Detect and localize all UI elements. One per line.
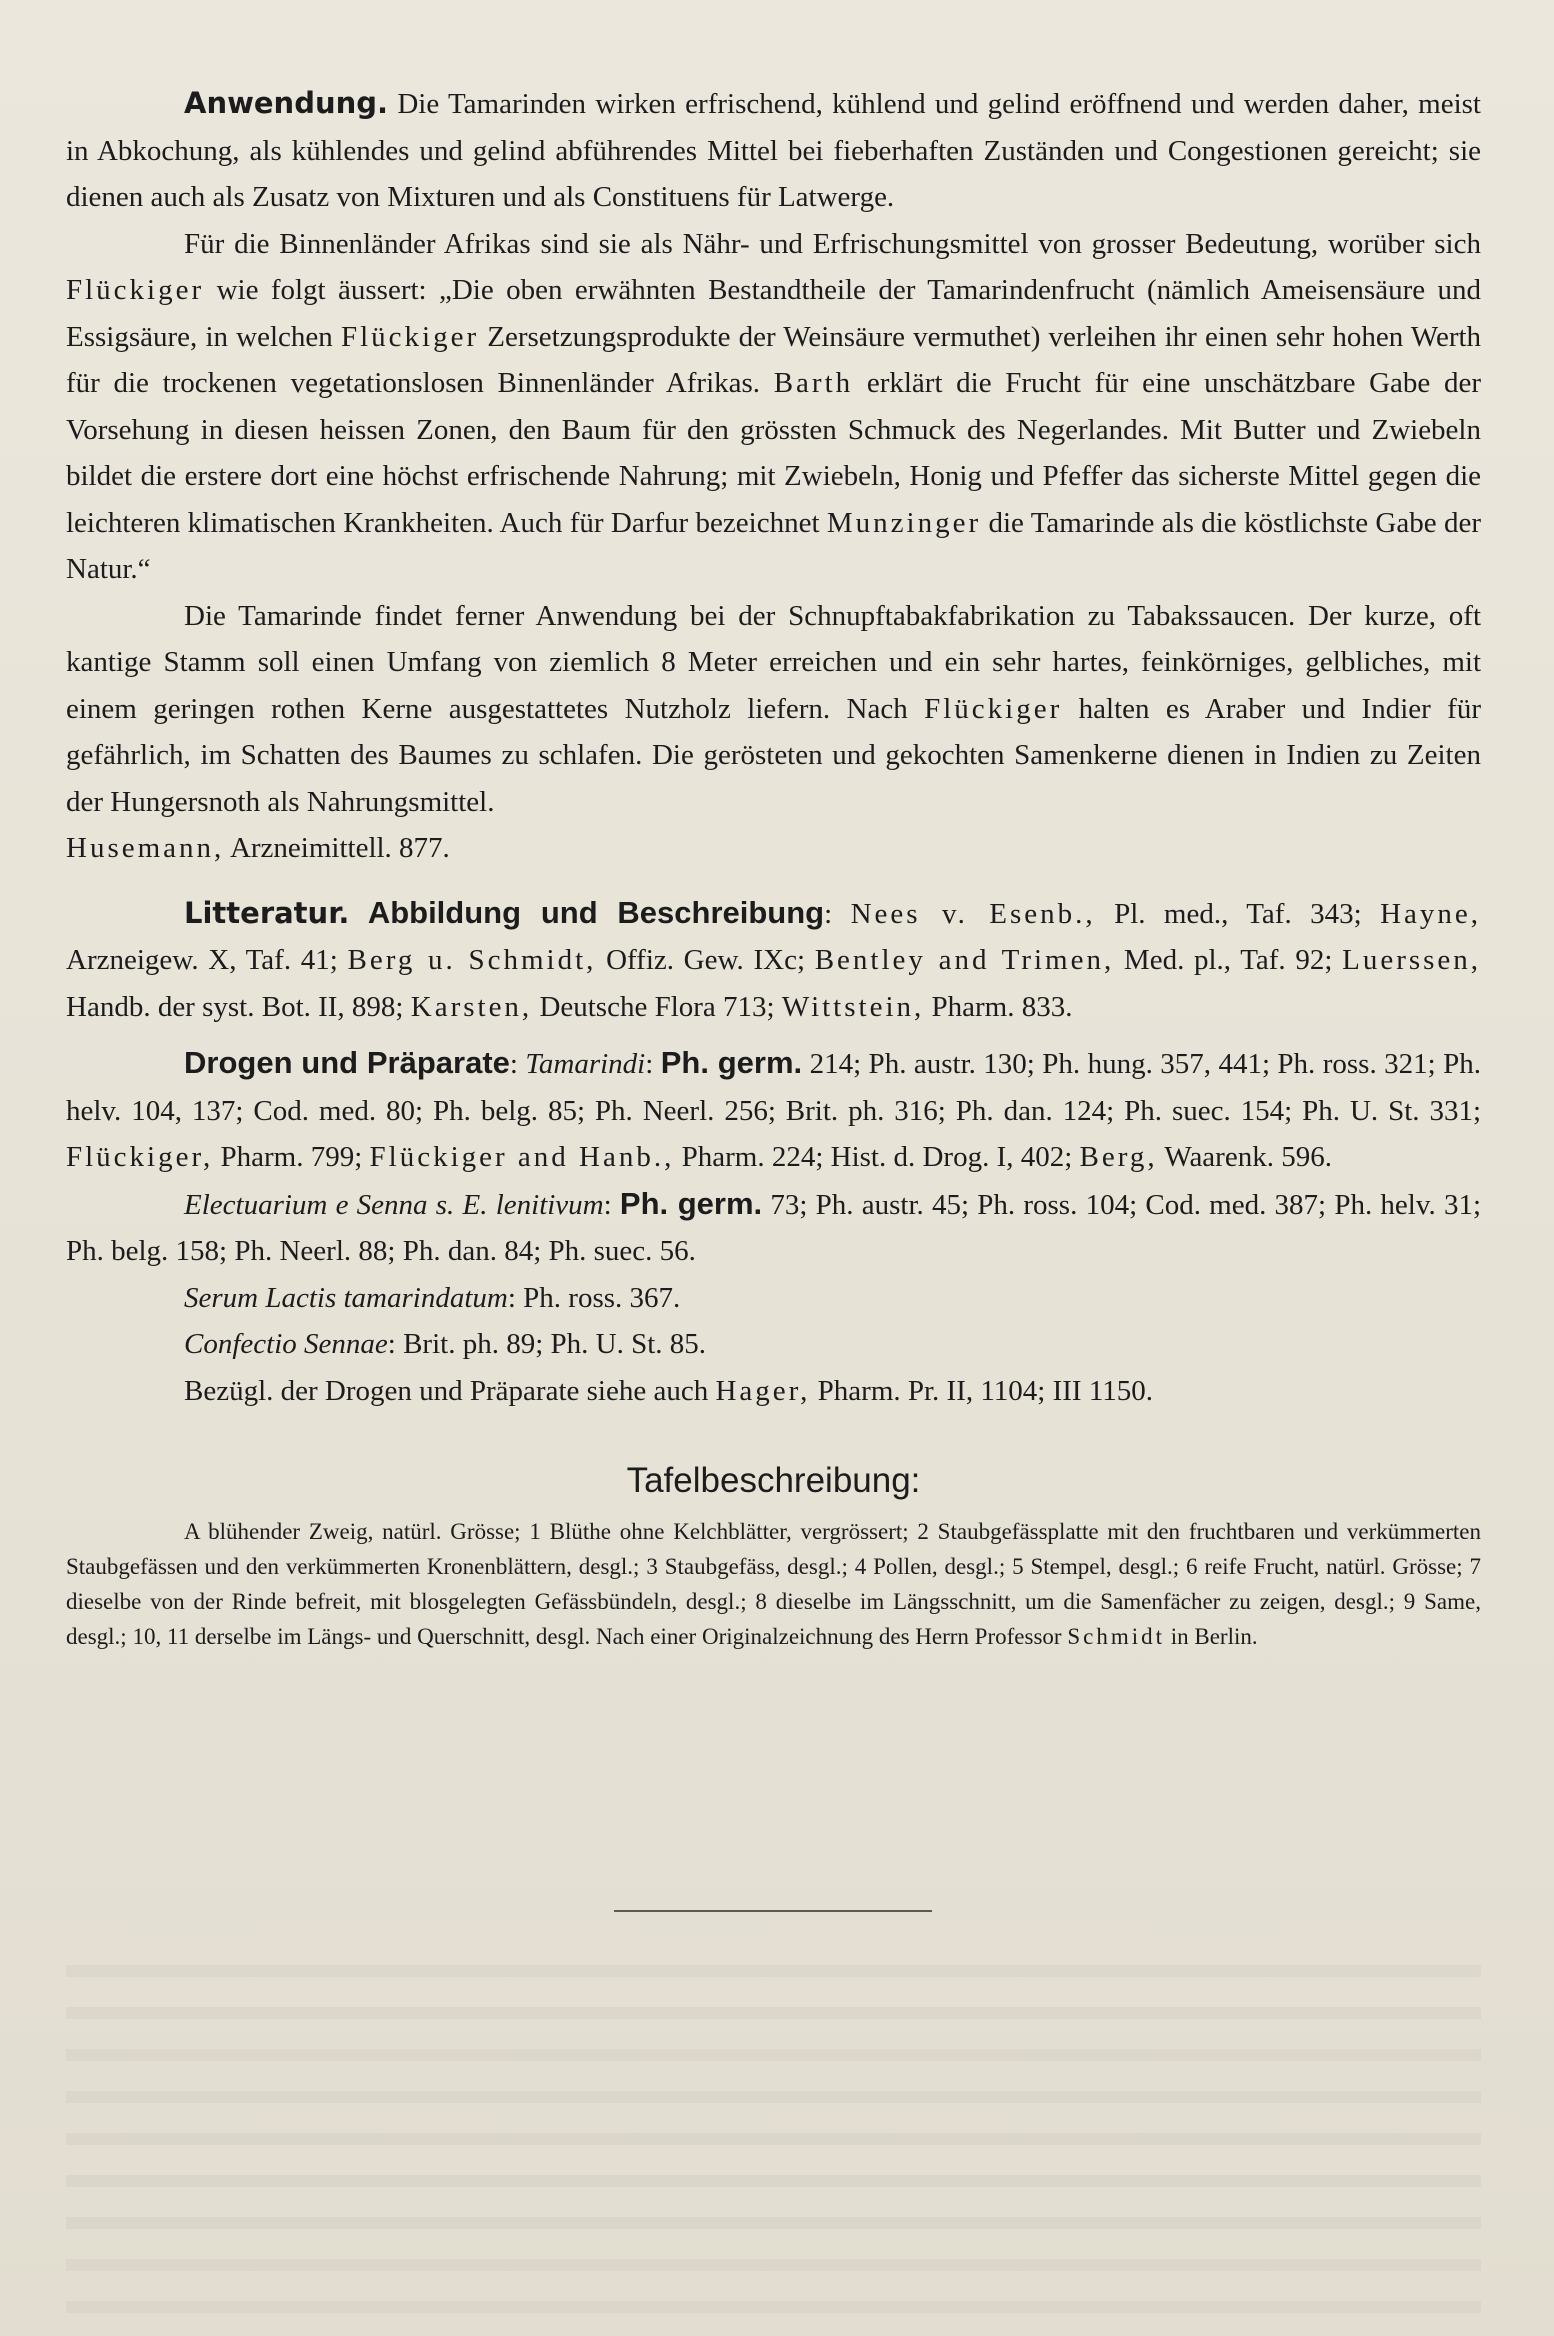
drogen-paragraph-2: Electuarium e Senna s. E. lenitivum: Ph. germ. 73; Ph. austr. 45; Ph. ross. 104; Cod. med. 387; Ph. helv. 31; Ph. belg. 158; Ph. Neerl. 88; Ph. dan. 84; Ph. suec. 56. [66,1185,1482,1267]
tafel-description: A blühender Zweig, natürl. Grösse; 1 Blüthe ohne Kelchblätter, vergrössert; 2 Staubgefässplatte mit den fruchtbaren und verkümmerten Staubgefässen und den verkümmerten Kronenblättern, desgl.; 3 Staubgefäss, desgl.; 4 Pollen, desgl.; 5 Stempel, desgl.; 6 reife Frucht, natürl. Grösse; 7 dieselbe von der Rinde befreit, mit blosgelegten Gefässbündeln, desgl.; 8 dieselbe im Längsschnitt, um die Samenfächer zu zeigen, desgl.; 9 Same, desgl.; 10, 11 derselbe im Längs- und Querschnitt, desgl. Nach einer Originalzeichnung des Herrn Professor Schmidt in Berlin. [66,1519,1481,1649]
drogen-paragraph-3: Serum Lactis tamarindatum: Ph. ross. 367. [184,1281,681,1314]
drogen-heading: Drogen und Präparate [184,1045,510,1080]
drogen-paragraph-4: Confectio Sennae: Brit. ph. 89; Ph. U. St. 85. [184,1328,707,1360]
tafel-title: Tafelbeschreibung: [626,1461,921,1500]
drogen-paragraph-5: Bezügl. der Drogen und Präparate siehe auch Hager, Pharm. Pr. II, 1104; III 1150. [184,1374,1153,1407]
drogen-paragraph-1: Drogen und Präparate: Tamarindi: Ph. germ. 214; Ph. austr. 130; Ph. hung. 357, 441; Ph. ross. 321; Ph. helv. 104, 137; Cod. med. 80; Ph. belg. 85; Ph. Neerl. 256; Brit. ph. 316; Ph. dan. 124; Ph. suec. 154; Ph. U. St. 331; Flückiger, Pharm. 799; Flückiger and Hanb., Pharm. 224; Hist. d. Drog. I, 402; Berg, Waarenk. 596. [66,1045,1482,1173]
anwendung-paragraph-3: Die Tamarinde findet ferner Anwendung bei der Schnupftabakfabrikation zu Tabakssaucen. Der kurze, oft kantige Stamm soll einen Umfang von ziemlich 8 Meter erreichen und ein sehr hartes, feinkörniges, gelbliches, mit einem geringen rothen Kerne ausgestattetes Nutzholz liefern. Nach Flückiger halten es Araber und Indier für gefährlich, im Schatten des Baumes zu schlafen. Die gerösteten und gekochten Samenkerne dienen in Indien zu Zeiten der Hungersnoth als Nahrungsmittel. Husemann, Arzneimittell. 877. [66,599,1481,864]
anwendung-paragraph-1: Anwendung. Die Tamarinden wirken erfrischend, kühlend und gelind eröffnend und werden daher, meist in Abkochung, als kühlendes und gelind abführendes Mittel bei fieberhaften Zuständen und Congestionen gereicht; sie dienen auch als Zusatz von Mixturen und als Constituens für Latwerge. [66,86,1481,213]
divider-rule [614,1910,932,1912]
bleed-through-area [66,1935,1481,2335]
litteratur-paragraph: Litteratur. Abbildung und Beschreibung: Nees v. Esenb., Pl. med., Taf. 343; Hayne, Arzneigew. X, Taf. 41; Berg u. Schmidt, Offiz. Gew. IXc; Bentley and Trimen, Med. pl., Taf. 92; Luerssen, Handb. der syst. Bot. II, 898; Karsten, Deutsche Flora 713; Wittstein, Pharm. 833. [66,894,1482,1023]
anwendung-paragraph-2: Für die Binnenländer Afrikas sind sie als Nähr- und Erfrischungsmittel von grosser Bedeutung, worüber sich Flückiger wie folgt äussert: „Die oben erwähnten Bestandtheile der Tamarindenfrucht (nämlich Ameisensäure und Essigsäure, in welchen Flückiger Zersetzungsprodukte der Weinsäure vermuthet) verleihen ihr einen sehr hohen Werth für die trockenen vegetationslosen Binnenländer Afrikas. Barth erklärt die Frucht für eine unschätzbare Gabe der Vorsehung in diesen heissen Zonen, den Baum für den grössten Schmuck des Negerlandes. Mit Butter und Zwiebeln bildet die erstere dort eine höchst erfrischende Nahrung; mit Zwiebeln, Honig und Pfeffer das sicherste Mittel gegen die leichteren klimatischen Krankheiten. Auch für Darfur bezeichnet Munzinger die Tamarinde als die köstlichste Gabe der Natur.“ [66,227,1482,585]
anwendung-heading: Anwendung. [184,86,389,120]
litteratur-subheading: Abbildung und Beschreibung [367,894,825,930]
litteratur-heading: Litteratur. [184,895,350,930]
page-content [66,80,1481,1654]
